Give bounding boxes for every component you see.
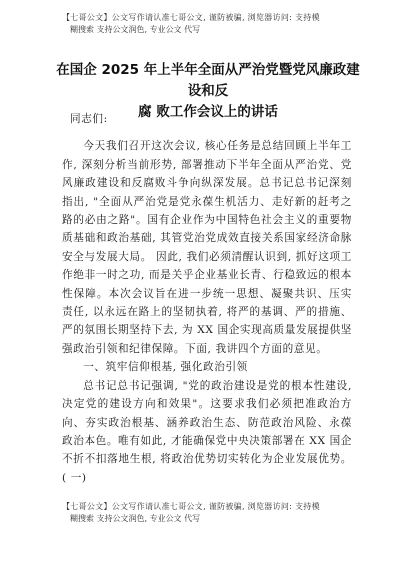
title-line-1: 在国企 2025 年上半年全面从严治党暨党风廉政建设和反	[56, 62, 360, 99]
footer-notice-line: 【七哥公文】公文写作请认准七哥公文, 谨防被骗, 浏览器访问: 支持模	[62, 502, 320, 511]
page-footer	[62, 501, 362, 525]
document-body	[62, 110, 352, 487]
section-heading-1: 一、筑牢信仰根基, 强化政治引领	[83, 361, 248, 374]
paragraph-section-1: 总书记总书记强调, "党的政治建设是党的根本性建设, 决定党的建设方向和效果"。这要求我们必须把准政治方向、夯实政治根基、涵养政治生态、防范政治风险、永葆政治本色。唯有如此, 才能确保党中央决策部署在 XX 国企不折不扣落地生根, 将政治优势切实转化为企业发展优势。 ( 一)	[62, 379, 352, 484]
header-notice-line: 【七哥公文】公文写作请认准七哥公文, 谨防被骗, 浏览器访问: 支持模	[62, 13, 320, 22]
greeting: 同志们:	[70, 113, 108, 125]
paragraph-intro: 今天我们召开这次会议, 核心任务是总结回顾上半年工作, 深刻分析当前形势, 部署推动下半年全面从严治党、党风廉政建设和反腐败斗争向纵深发展。总书记总书记深刻指出, "全面从严治党是党永葆生机活力、走好新的赶考之路的必由之路"。国有企业作为中国特色社会主义的重要物质基础和政治基础, 其管党治党成效直接关系国家经济命脉安全与发展大局。 因此, 我们必须清醒认识到, 抓好这项工作绝非一时之功, 而是关乎企业基业长青、行稳致远的根本性保障。本次会议旨在进一步统一思想、凝聚共识、压实责任, 以永远在路上的坚韧执着, 将严的基调、严的措施、严的氛围长期坚持下去, 为 XX 国企实现高质量发展提供坚强政治引领和纪律保障。下面, 我讲四个方面的意见。	[62, 140, 352, 355]
title-line-2: 腐 败工作会议上的讲话	[138, 104, 278, 120]
footer-notice-line-2: 糊搜索 支持公文润色, 专业公文 代写	[70, 514, 201, 523]
header-notice-line-2: 糊搜索 支持公文润色, 专业公文 代写	[70, 25, 201, 34]
page-header	[62, 12, 362, 36]
